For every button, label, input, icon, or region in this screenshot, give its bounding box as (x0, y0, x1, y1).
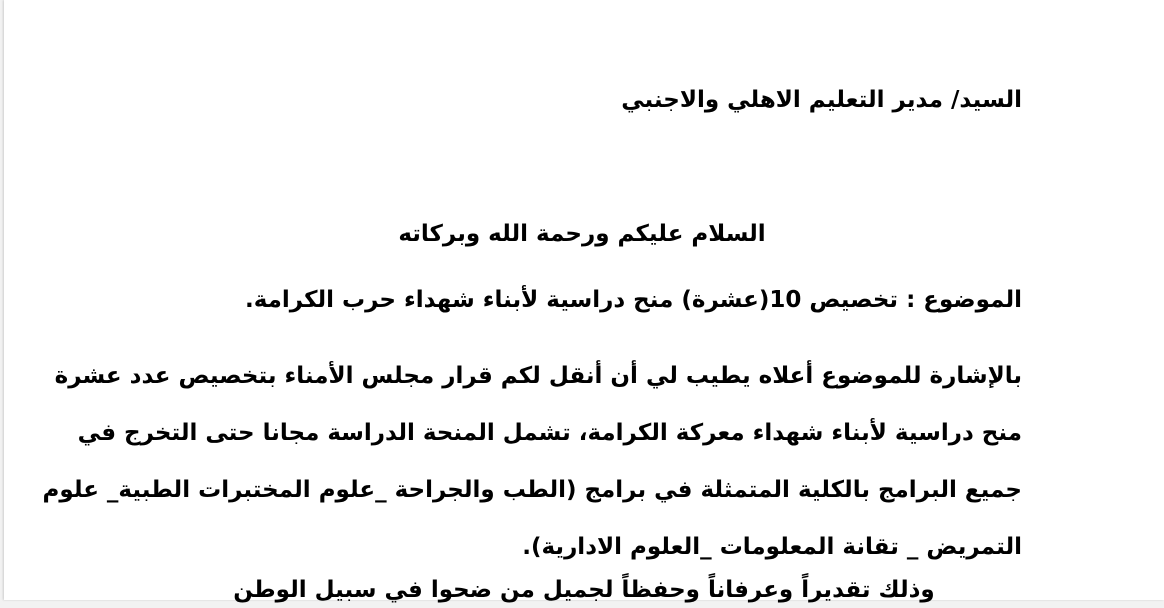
letter-body (42, 348, 1022, 576)
letter-addressee: السيد/ مدير التعليم الاهلي والاجنبي (621, 87, 1022, 113)
letter-closing: وذلك تقديراً وعرفاناً وحفظاً لجميل من ضحوا في سبيل الوطن (233, 577, 935, 603)
body-line: جميع البرامج بالكلية المتمثلة في برامج (الطب والجراحة _علوم المختبرات الطبية_ علوم (42, 477, 1022, 503)
greeting-text: السلام عليكم ورحمة الله وبركاته (398, 221, 766, 247)
letter-subject: الموضوع : تخصيص 10(عشرة) منح دراسية لأبناء شهداء حرب الكرامة. (244, 287, 1022, 313)
letter-page (4, 0, 1164, 603)
letter-greeting (4, 216, 1164, 252)
body-line: منح دراسية لأبناء شهداء معركة الكرامة، تشمل المنحة الدراسة مجانا حتى التخرج في (77, 420, 1022, 446)
body-line: بالإشارة للموضوع أعلاه يطيب لي أن أنقل لكم قرار مجلس الأمناء بتخصيص عدد عشرة (54, 363, 1022, 389)
body-line: التمريض _ تقانة المعلومات _العلوم الادارية). (522, 534, 1022, 560)
